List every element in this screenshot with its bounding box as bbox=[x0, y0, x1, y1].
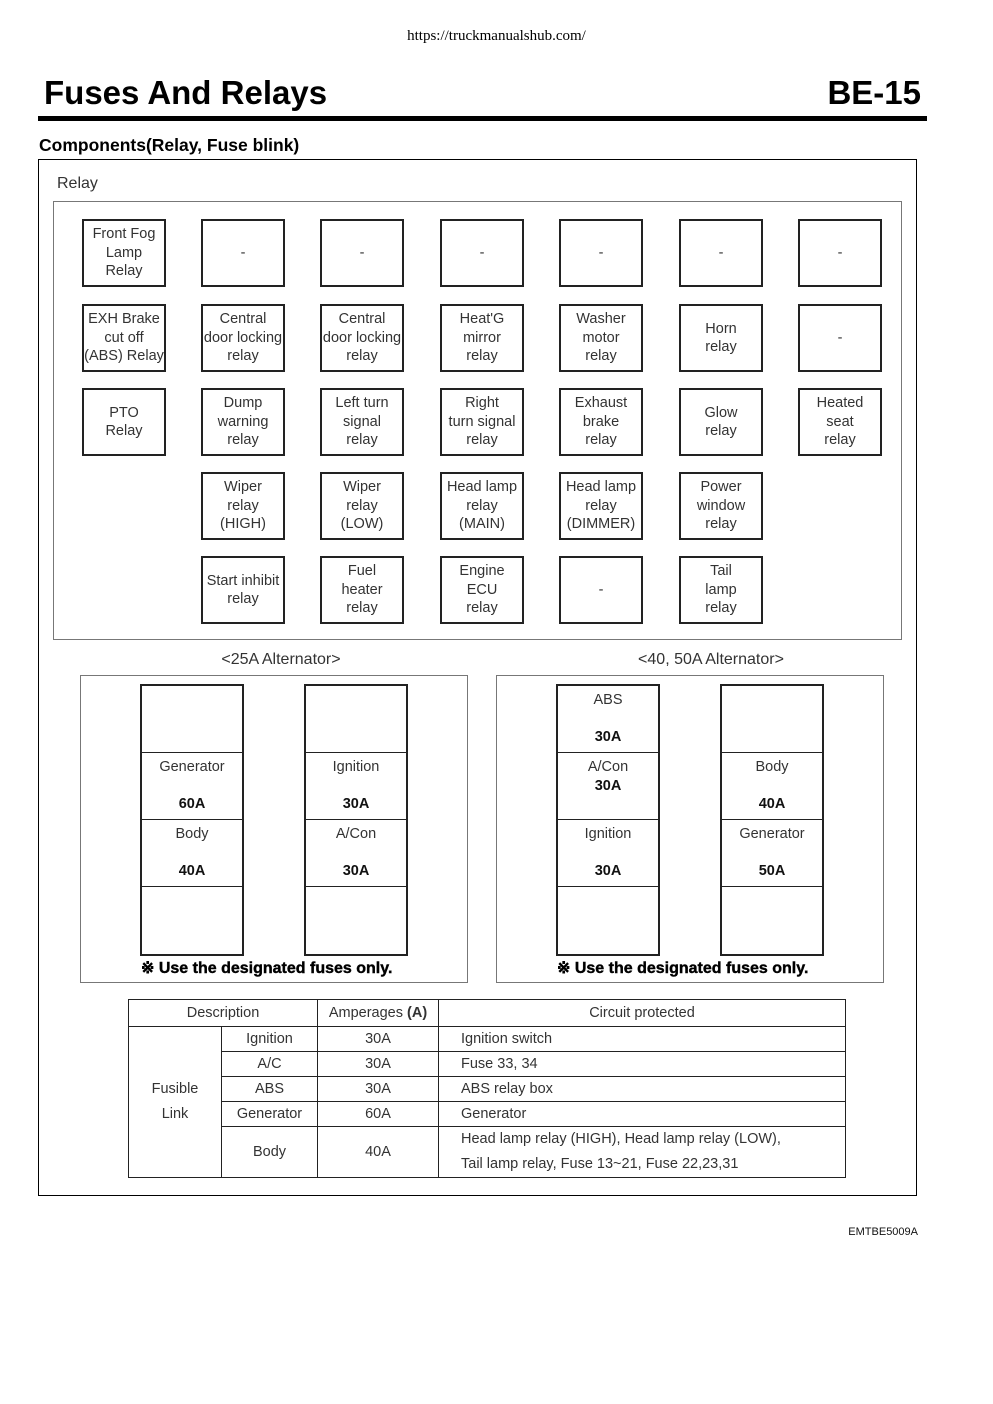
fuse-slot bbox=[558, 753, 658, 820]
alternator-25a-caption: <25A Alternator> bbox=[221, 651, 341, 668]
relay-box: - bbox=[559, 556, 643, 624]
fuse-slot bbox=[142, 887, 242, 954]
table-header-row bbox=[129, 1000, 846, 1027]
row-name: A/C bbox=[222, 1052, 318, 1077]
figure-code: EMTBE5009A bbox=[848, 1226, 918, 1238]
row-amp: 30A bbox=[318, 1077, 439, 1102]
relay-box: Central door locking relay bbox=[201, 304, 285, 372]
row-circuit: Generator bbox=[439, 1102, 846, 1127]
fuse-name: A/Con bbox=[335, 826, 377, 842]
row-circuit: Ignition switch bbox=[439, 1027, 846, 1052]
relay-box: Washer motor relay bbox=[559, 304, 643, 372]
fuse-amperage: 30A bbox=[594, 729, 622, 745]
fuse-slot bbox=[142, 753, 242, 820]
fuse-amperage: 60A bbox=[178, 796, 206, 812]
row-name: Body bbox=[222, 1127, 318, 1178]
fuse-slot bbox=[722, 753, 822, 820]
fuse-column bbox=[304, 684, 408, 956]
row-amp: 30A bbox=[318, 1052, 439, 1077]
fuse-name: Generator bbox=[159, 759, 225, 775]
relay-box: Central door locking relay bbox=[320, 304, 404, 372]
row-circuit bbox=[439, 1127, 846, 1178]
table-row bbox=[129, 1077, 846, 1102]
fuse-slot bbox=[558, 820, 658, 887]
header-amperages-unit: (A) bbox=[407, 1005, 428, 1021]
fuse-name: Ignition bbox=[332, 759, 380, 775]
alternator-25a-panel bbox=[80, 675, 468, 983]
header-circuit: Circuit protected bbox=[439, 1000, 846, 1027]
header-amperages bbox=[318, 1000, 439, 1027]
relay-box: Right turn signal relay bbox=[440, 388, 524, 456]
relay-box: EXH Brake cut off (ABS) Relay bbox=[82, 304, 166, 372]
fuse-amperage: 30A bbox=[342, 796, 370, 812]
fuse-name: Body bbox=[175, 826, 209, 842]
row-circuit: ABS relay box bbox=[439, 1077, 846, 1102]
row-name: Generator bbox=[222, 1102, 318, 1127]
group-label-line1: Fusible bbox=[151, 1081, 199, 1097]
relay-box: Front Fog Lamp Relay bbox=[82, 219, 166, 287]
relay-box: Wiper relay (LOW) bbox=[320, 472, 404, 540]
fuse-slot bbox=[142, 820, 242, 887]
fuse-name: ABS bbox=[593, 692, 623, 708]
relay-box: Power window relay bbox=[679, 472, 763, 540]
relay-box: - bbox=[201, 219, 285, 287]
table-row bbox=[129, 1052, 846, 1077]
relay-box: Engine ECU relay bbox=[440, 556, 524, 624]
row-amp: 60A bbox=[318, 1102, 439, 1127]
alternator-40-50a-caption: <40, 50A Alternator> bbox=[638, 651, 784, 668]
relay-box: Tail lamp relay bbox=[679, 556, 763, 624]
relay-box: Start inhibit relay bbox=[201, 556, 285, 624]
alternator-25a-notice: ※ Use the designated fuses only. bbox=[141, 960, 393, 977]
fuse-amperage: 40A bbox=[178, 863, 206, 879]
fuse-name: Generator bbox=[739, 826, 805, 842]
section-title: Components(Relay, Fuse blink) bbox=[39, 135, 300, 155]
header-rule bbox=[38, 116, 927, 121]
fuse-slot bbox=[722, 820, 822, 887]
alternator-40-50a-notice: ※ Use the designated fuses only. bbox=[557, 960, 809, 977]
fuse-column bbox=[140, 684, 244, 956]
fuse-amperage: 40A bbox=[758, 796, 786, 812]
fuse-column bbox=[720, 684, 824, 956]
fuse-name: Body bbox=[755, 759, 789, 775]
row-circuit: Fuse 33, 34 bbox=[439, 1052, 846, 1077]
source-url[interactable]: https://truckmanualshub.com/ bbox=[407, 28, 586, 44]
header-amperages-label: Amperages bbox=[328, 1005, 403, 1021]
fuse-amperage: 50A bbox=[758, 863, 786, 879]
group-label-line2: Link bbox=[161, 1106, 189, 1122]
relay-box: Head lamp relay (MAIN) bbox=[440, 472, 524, 540]
relay-box: Head lamp relay (DIMMER) bbox=[559, 472, 643, 540]
header-description: Description bbox=[129, 1000, 318, 1027]
relay-box: - bbox=[798, 304, 882, 372]
fuse-slot bbox=[558, 686, 658, 753]
relay-box: - bbox=[440, 219, 524, 287]
relay-box: Fuel heater relay bbox=[320, 556, 404, 624]
fuse-slot bbox=[142, 686, 242, 753]
row-circuit-line1: Head lamp relay (HIGH), Head lamp relay (LOW), bbox=[461, 1131, 781, 1147]
relay-box: - bbox=[559, 219, 643, 287]
fuse-slot bbox=[306, 820, 406, 887]
fuse-column bbox=[556, 684, 660, 956]
table-row bbox=[129, 1027, 846, 1052]
row-amp: 30A bbox=[318, 1027, 439, 1052]
fuse-slot bbox=[722, 686, 822, 753]
relay-box: Glow relay bbox=[679, 388, 763, 456]
relay-box: Heated seat relay bbox=[798, 388, 882, 456]
row-name: ABS bbox=[222, 1077, 318, 1102]
alternator-40-50a-panel bbox=[496, 675, 884, 983]
fuse-amperage: 30A bbox=[594, 863, 622, 879]
relay-box: Exhaust brake relay bbox=[559, 388, 643, 456]
table-row bbox=[129, 1127, 846, 1178]
relay-caption: Relay bbox=[57, 175, 98, 192]
fuse-amperage: 30A bbox=[594, 778, 622, 794]
relay-box: Heat'G mirror relay bbox=[440, 304, 524, 372]
fuse-amperage: 30A bbox=[342, 863, 370, 879]
page-title: Fuses And Relays bbox=[44, 74, 328, 111]
row-name: Ignition bbox=[222, 1027, 318, 1052]
relay-box: - bbox=[320, 219, 404, 287]
relay-box: Wiper relay (HIGH) bbox=[201, 472, 285, 540]
relay-box: - bbox=[798, 219, 882, 287]
fusible-link-group-label bbox=[129, 1027, 222, 1178]
page-number: BE-15 bbox=[827, 74, 921, 111]
fuse-slot bbox=[306, 686, 406, 753]
fuse-name: Ignition bbox=[584, 826, 632, 842]
fuse-slot bbox=[558, 887, 658, 954]
fusible-link-table bbox=[128, 999, 846, 1178]
relay-box: Left turn signal relay bbox=[320, 388, 404, 456]
fuse-name: A/Con bbox=[587, 759, 629, 775]
relay-box: - bbox=[679, 219, 763, 287]
fuse-slot bbox=[306, 753, 406, 820]
row-amp: 40A bbox=[318, 1127, 439, 1178]
table-row bbox=[129, 1102, 846, 1127]
fuse-slot bbox=[306, 887, 406, 954]
relay-box: Horn relay bbox=[679, 304, 763, 372]
row-circuit-line2: Tail lamp relay, Fuse 13~21, Fuse 22,23,31 bbox=[461, 1156, 739, 1172]
relay-box: Dump warning relay bbox=[201, 388, 285, 456]
fuse-slot bbox=[722, 887, 822, 954]
relay-box: PTO Relay bbox=[82, 388, 166, 456]
